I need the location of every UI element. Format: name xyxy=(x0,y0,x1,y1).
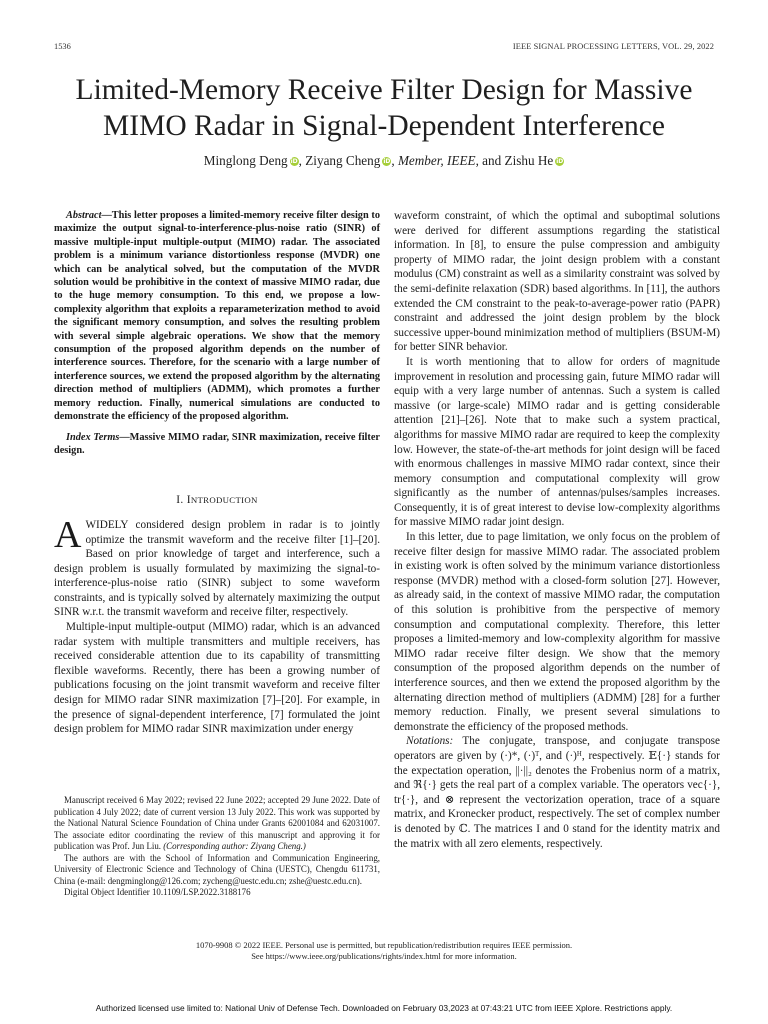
intro-paragraph-2: Multiple-input multiple-output (MIMO) radar, which is an advanced radar system with multiple transmitters and multiple receivers, has received considerable attention due to its capability of transmitting flexible waveforms. Recently, there has been a growing number of publications focusing on the joint transmit waveform and receive filter design for MIMO radar SINR maximization [7]–[20]. For example, in the presence of signal-dependent interference, [7] formulated the joint design problem for MIMO radar SINR maximization under energy xyxy=(54,621,380,736)
abstract xyxy=(54,209,380,424)
right-column xyxy=(394,209,720,851)
author-name: Zishu He xyxy=(504,153,554,168)
title-line-1: Limited-Memory Receive Filter Design for Massive xyxy=(75,74,693,106)
drop-cap: A xyxy=(54,513,82,556)
intro-paragraph-1: AWIDELY considered design problem in radar is to jointly optimize the transmit waveform and the receive filter [1]–[20]. Based on prior knowledge of target and interference, such a design problem is usually formulated by maximizing the signal-to-interference-plus-noise ratio (SINR) subject to some waveform constraints, and is typically solved by alternately maximizing the output SINR w.r.t. the transmit waveform and receive filter, respectively. xyxy=(54,513,380,619)
paper-title xyxy=(30,72,738,144)
orcid-icon[interactable]: iD xyxy=(383,158,391,165)
rights-link[interactable]: See https://www.ieee.org/publications/rights/index.html for more information. xyxy=(251,951,517,961)
doi[interactable]: Digital Object Identifier 10.1109/LSP.2022.3188176 xyxy=(64,887,251,897)
journal-header: IEEE SIGNAL PROCESSING LETTERS, VOL. 29, 2022 xyxy=(512,42,714,51)
section-heading: I. INTRODUCTION xyxy=(176,493,258,507)
licence-notice: Authorized licensed use limited to: National Univ of Defense Tech. Downloaded on February 03,2023 at 07:43:21 UTC from IEEE Xplore. Restrictions apply. xyxy=(95,1003,673,1013)
copyright-notice: 1070-9908 © 2022 IEEE. Personal use is permitted, but republication/redistribution requires IEEE permission. See https://www.ieee.org/publications/rights/index.html for more information. xyxy=(0,940,768,962)
notations-paragraph: Notations: The conjugate, transpose, and conjugate transpose operators are given by (·)*, (·)ᵀ, and (·)ᴴ, respectively. 𝔼{·} stands for the expectation operation, ||·||₂ denotes the Frobenius norm of a matrix, and ℜ{·} gets the real part of a complex variable. The operators vec{·}, tr{·}, and ⊗ represent the vectorization operation, trace of a square matrix, and Kronecker product, respectively. The set of complex number is denoted by ℂ. The matrices I and 0 stand for the identity matrix and the matrix with all zero elements, respectively. xyxy=(394,735,720,850)
author-name: Minglong Deng xyxy=(203,153,288,168)
orcid-icon[interactable]: iD xyxy=(290,158,298,165)
abstract-text: —This letter proposes a limited-memory receive filter design to maximize the output signal-to-interference-plus-noise ratio (SINR) of massive multiple-input multiple-output (MIMO) radar. The associated problem is a minimum variance distortionless response (MVDR) one which can be analytical solved, but the computation of the MVDR solution would be prohibitive in the context of massive MIMO radar, due to the huge memory consumption. To this end, we propose a low-complexity algorithm that exploits a reparameterization method to avoid the significant memory consumption, and solves the resulting problem with several simple algebraic operations. We show that the memory consumption of the proposed algorithm depends on the number of interference sources. Therefore, for the scenario with a large number of interference sources, we extend the proposed algorithm by the alternating direction method of multipliers (ADMM), which promotes a further memory reduction. Finally, numerical simulations are conducted to demonstrate the efficiency of the proposed algorithm. xyxy=(54,210,380,423)
index-terms-text: —Massive MIMO radar, SINR maximization, receive filter design. xyxy=(54,431,380,456)
abstract-label: Abstract xyxy=(66,210,102,221)
body-paragraph: It is worth mentioning that to allow for orders of magnitude improvement in resolution and processing gain, future MIMO radar will equip with a very large number of antennas. Such a system is called massive (or large-scale) MIMO radar and is getting considerable attention [21]–[26]. Note that to make such a system practical, algorithms for massive MIMO radar are required to keep the complexity low. However, the state-of-the-art methods for joint design will be faced with enormous challenges in massive MIMO radar context, since their memory consumption and computational complexity will grow significantly as the number of antennas/pulses/samples increases. Consequently, it is of great interest to devise low-complexity algorithms for massive MIMO radar joint design. xyxy=(394,355,720,529)
index-terms xyxy=(54,431,380,458)
author-list: Minglong Deng iD, Ziyang Cheng iD, Member, IEEE, and Zishu He iD xyxy=(203,153,564,168)
manuscript-note: Manuscript received 6 May 2022; revised 22 June 2022; accepted 29 June 2022. Date of publication 4 July 2022; date of current version 13 July 2022. This work was supported by the National Natural Science Foundation of China under Grants 62001084 and 62031007. The associate editor coordinating the review of this manuscript and approving it for publication was Prof. Jun Liu. (Corresponding author: Ziyang Cheng.) xyxy=(54,795,380,851)
title-line-2: MIMO Radar in Signal-Dependent Interference xyxy=(103,110,665,142)
body-paragraph: In this letter, due to page limitation, we only focus on the problem of receive filter design for massive MIMO radar. The associated problem in existing work is often solved by the minimum variance distortionless response (MVDR) method with a closed-form solution [27]. However, as already said, in the context of massive MIMO radar, the computation of this solution is prohibitive from the perspective of memory consumption and computational complexity. Therefore, this letter proposes a limited-memory and low-complexity algorithm for massive MIMO radar receive filter design. We show that the memory consumption of the proposed algorithm depends on the number of interference sources, and then we extend the proposed algorithm by the alternating direction method of multipliers (ADMM) [28] for a further memory reduction. Finally, we present several simulations to demonstrate the efficiency of the proposed methods. xyxy=(394,531,720,733)
author-name: Ziyang Cheng xyxy=(305,153,381,168)
index-terms-label: Index Terms xyxy=(66,431,120,443)
footnote xyxy=(54,795,380,899)
corresponding-author: (Corresponding author: Ziyang Cheng.) xyxy=(163,841,306,851)
body-paragraph: waveform constraint, of which the optimal and suboptimal solutions were derived for different assumptions regarding the statistical information. In [8], to ensure the pulse compression and ambiguity property of MIMO radar, the joint design problem with a constant modulus (CM) constraint as well as a similarity constraint was solved by the semi-definite relaxation (SDR) based algorithms. In [11], the authors extended the CM constraint to the peak-to-average-power ratio (PAPR) constraint and addressed the joint design problem by the block successive upper-bound minimization method of multipliers (BSUM-M) for better SINR behavior. xyxy=(394,210,720,354)
notations-label: Notations: xyxy=(406,735,454,748)
affiliation-note: The authors are with the School of Information and Communication Engineering, University of Electronic Science and Technology of China (UESTC), Chengdu 611731, China (e-mail: dengminglong@126.com; zycheng@uestc.edu.cn; zshe@uestc.edu.cn). xyxy=(54,852,380,886)
left-column xyxy=(54,209,380,737)
orcid-icon[interactable]: iD xyxy=(556,158,564,165)
page-number: 1536 xyxy=(54,42,71,51)
author-membership: Member, IEEE xyxy=(397,153,476,168)
